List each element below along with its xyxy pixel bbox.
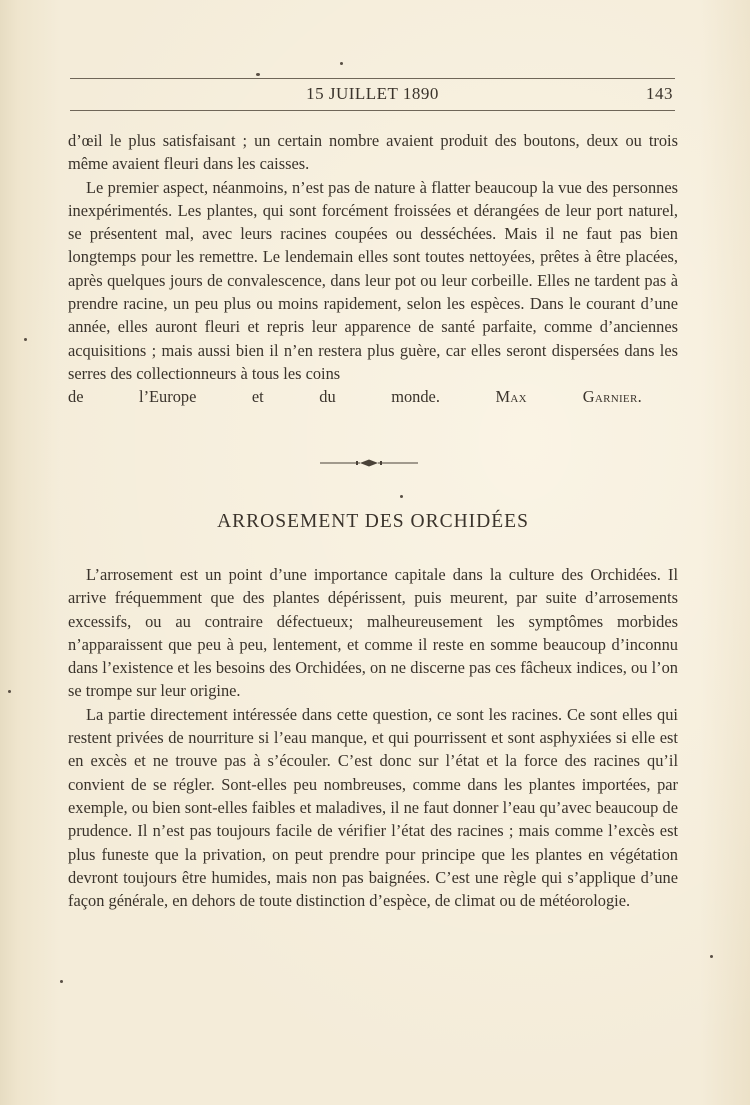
article-title: ARROSEMENT DES ORCHIDÉES bbox=[217, 511, 529, 532]
ink-speck bbox=[60, 980, 63, 983]
article-continuation bbox=[68, 129, 678, 409]
page-number: 143 bbox=[646, 84, 673, 103]
ink-speck bbox=[710, 955, 713, 958]
header-date: 15 JUILLET 1890 bbox=[306, 84, 439, 103]
ink-speck bbox=[340, 62, 343, 65]
paragraph: La partie directement intéressée dans cette question, ce sont les racines. Ce sont elles qui restent privées de nourriture si l’eau manque, et qui pourrissent et sont asphyxiées si elle est en excès et ne trouve pas à s’écouler. C’est donc sur l’état et la force des racines qu’il convient de se régler. Sont-elles peu nombreuses, comme dans les plantes importées, par exemple, ou bien sont-elles faibles et maladives, il ne faut donner l’eau qu’avec beaucoup de prudence. Il n’est pas toujours facile de vérifier l’état des racines ; mais comme l’excès est plus funeste que la privation, on peut prendre pour principe que les plantes en végétation devront toujours être humides, mais non pas baignées. C’est une règle qui s’applique d’une façon générale, en dehors de toute distinction d’espèce, de climat ou de météorologie. bbox=[68, 704, 678, 911]
ink-speck bbox=[256, 73, 260, 76]
ink-speck bbox=[8, 690, 11, 693]
header-top-rule bbox=[70, 78, 675, 79]
closing-text: de l’Europe et du monde. bbox=[68, 387, 440, 407]
author-signature: Max Garnier. bbox=[495, 387, 642, 407]
closing-line bbox=[68, 385, 678, 408]
running-header bbox=[70, 84, 675, 106]
ink-speck bbox=[400, 495, 403, 498]
closing-line-row bbox=[68, 385, 678, 408]
article-body bbox=[68, 563, 678, 912]
header-bottom-rule bbox=[70, 110, 675, 111]
paragraph: L’arrosement est un point d’une importance capitale dans la culture des Orchidées. Il arrive fréquemment que des plantes dépérissent, puis meurent, par suite d’arrosements excessifs, ou au contraire défectueux; malheureusement les symptômes morbides n’apparaissent que peu à peu, lentement, et comme il reste en somme beaucoup d’inconnu dans l’existence et les besoins des Orchidées, on ne discerne pas ces fâcheux indices, ou l’on se trompe sur leur origine. bbox=[68, 565, 678, 701]
ink-speck bbox=[24, 338, 27, 341]
section-divider-ornament bbox=[320, 456, 418, 470]
paragraph: Le premier aspect, néanmoins, n’est pas de nature à flatter beaucoup la vue des personnes inexpérimentés. Les plantes, qui sont forcément froissées et dérangées de leur port naturel, se présentent mal, avec leurs racines coupées ou desséchées. Mais il ne faut pas bien longtemps pour les remettre. Le lendemain elles sont toutes nettoyées, prêtes à être placées, après quelques jours de convalescence, dans leur pot ou leur corbeille. Elles ne tardent pas à prendre racine, un peu plus ou moins rapidement, selon les espèces. Dans le courant d’une année, elles auront fleuri et repris leur apparence de santé parfaite, comme d’anciennes acquisitions ; mais aussi bien il n’en restera plus guère, car elles seront dispersées dans les serres des collectionneurs à tous les coins bbox=[68, 177, 678, 383]
paragraph: d’œil le plus satisfaisant ; un certain nombre avaient produit des boutons, deux ou trois même avaient fleuri dans les caisses. bbox=[68, 131, 678, 174]
